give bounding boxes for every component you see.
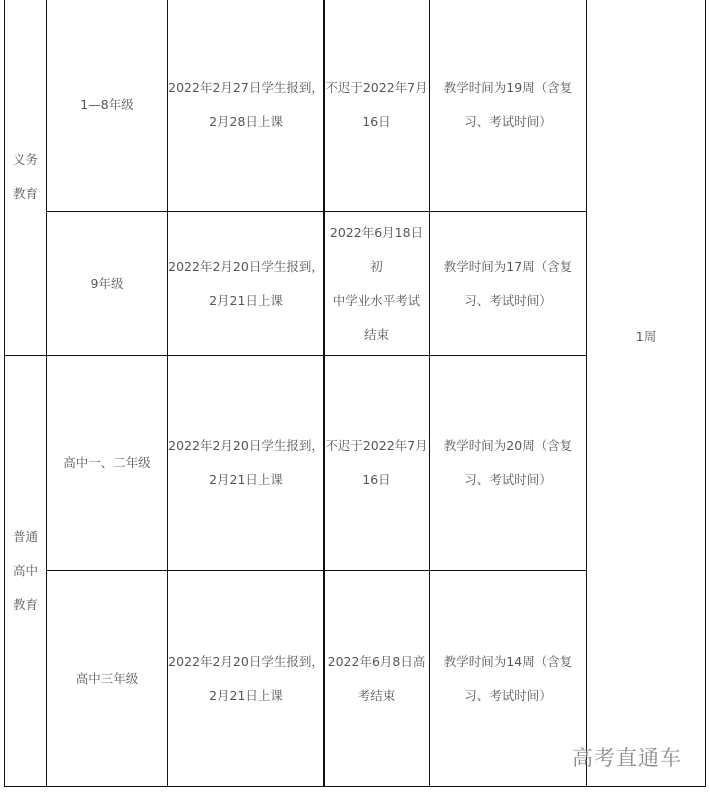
- start-line: 2月28日上课: [209, 114, 283, 129]
- holiday-cell: [586, 0, 706, 787]
- weeks-line: 习、考试时间）: [464, 472, 552, 487]
- category-line: 普通: [12, 529, 38, 544]
- end-line: 2022年6月8日高: [327, 653, 426, 669]
- start-line: 2022年2月27日学生报到，: [168, 80, 324, 95]
- end-cell: [323, 0, 430, 212]
- category-line: 高中: [12, 563, 38, 578]
- grade-text: 9年级: [90, 275, 124, 291]
- start-line: 2022年2月20日学生报到，: [168, 438, 324, 453]
- start-line: 2月21日上课: [209, 472, 283, 487]
- category-text: 义务教育: [12, 152, 38, 201]
- start-cell: [167, 0, 325, 212]
- end-line: 2022年6月18日初: [329, 224, 424, 274]
- start-cell: [167, 211, 325, 356]
- holiday-value: 1周: [635, 329, 657, 344]
- grade-text: 高中一、二年级: [63, 455, 151, 470]
- end-line: 16日: [362, 472, 391, 487]
- weeks-line: 教学时间为20周（含复: [443, 438, 573, 453]
- weeks-line: 习、考试时间）: [464, 292, 552, 308]
- weeks-line: 教学时间为19周（含复: [443, 80, 573, 95]
- weeks-cell: [429, 211, 587, 356]
- grade-cell: [46, 570, 168, 787]
- watermark: 高考直通车: [572, 746, 682, 770]
- end-line: 不迟于2022年7月: [325, 438, 428, 453]
- end-line: 不迟于2022年7月: [325, 80, 428, 95]
- category-line: 教育: [12, 597, 38, 612]
- weeks-line: 习、考试时间）: [464, 687, 552, 703]
- weeks-cell: [429, 0, 587, 212]
- start-line: 2022年2月20日学生报到，: [168, 653, 324, 669]
- weeks-line: 习、考试时间）: [464, 114, 552, 129]
- end-cell: [323, 355, 430, 571]
- weeks-line: 教学时间为17周（含复: [443, 258, 573, 274]
- category-cell-high-school: [4, 355, 47, 787]
- grade-cell: [46, 0, 168, 212]
- end-cell: [323, 570, 430, 787]
- start-cell: [167, 355, 325, 571]
- start-cell: [167, 570, 325, 787]
- start-line: 2月21日上课: [209, 687, 283, 703]
- category-cell-compulsory: [4, 0, 47, 356]
- grade-cell: [46, 355, 168, 571]
- end-line: 结束: [363, 326, 389, 342]
- end-line: 16日: [362, 114, 391, 129]
- grade-cell: [46, 211, 168, 356]
- start-line: 2022年2月20日学生报到，: [168, 258, 324, 274]
- end-cell: [323, 211, 430, 356]
- start-line: 2月21日上课: [209, 292, 283, 308]
- weeks-cell: [429, 570, 587, 787]
- grade-text: 高中三年级: [75, 670, 139, 686]
- end-line: 考结束: [357, 687, 396, 703]
- grade-text: 1—8年级: [80, 97, 134, 112]
- weeks-line: 教学时间为14周（含复: [443, 653, 573, 669]
- end-line: 中学业水平考试: [332, 292, 421, 308]
- weeks-cell: [429, 355, 587, 571]
